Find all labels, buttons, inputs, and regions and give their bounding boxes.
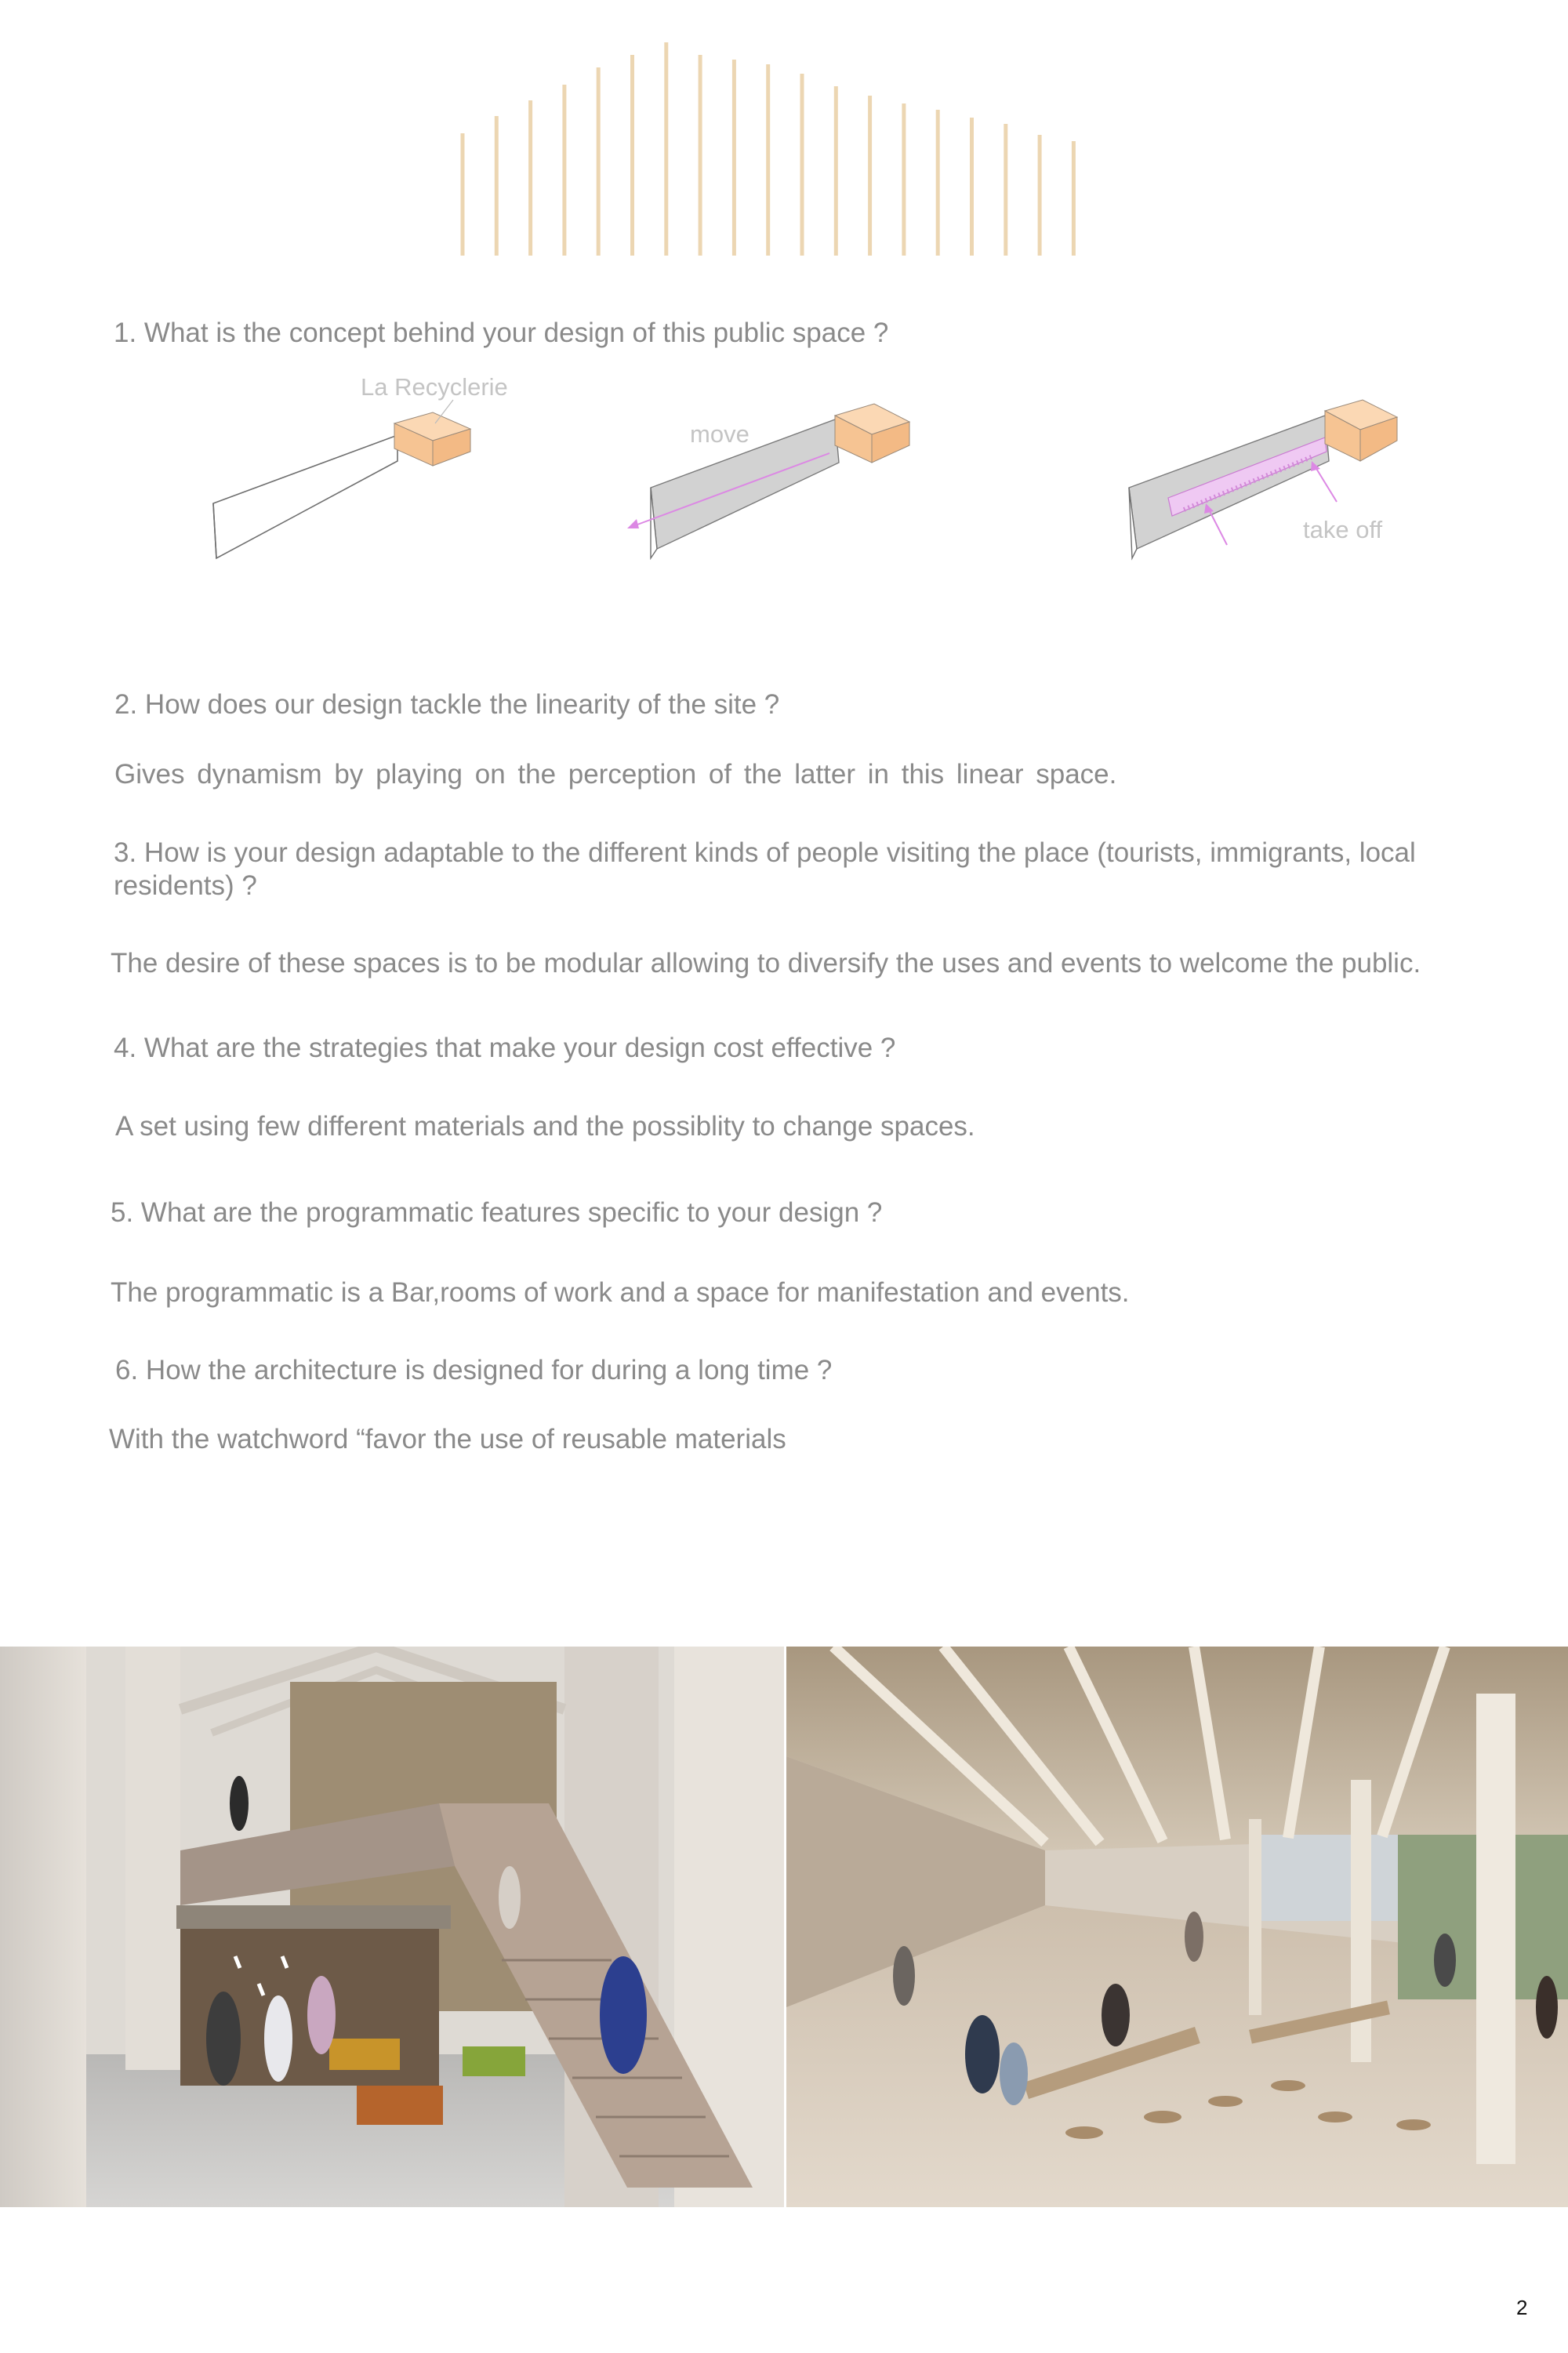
move-arrow-head (627, 519, 639, 528)
shopper (307, 1976, 336, 2054)
move-label: move (690, 420, 750, 448)
la-recyclerie-label: La Recyclerie (361, 373, 508, 401)
answer-3: The desire of these spaces is to be modular allowing to diversify the uses and events to welcome the public. (111, 948, 1421, 979)
question-1: 1. What is the concept behind your design of this public space ? (114, 318, 889, 348)
mezzanine-slab (176, 1905, 451, 1929)
answer-6: With the watchword “favor the use of reusable materials (109, 1424, 786, 1454)
visitor (1185, 1912, 1203, 1962)
page-number: 2 (1516, 2296, 1528, 2319)
question-6: 6. How the architecture is designed for during a long time ? (115, 1355, 833, 1385)
column (1476, 1694, 1515, 2164)
take-off-arrow-1 (1209, 510, 1227, 545)
produce-stall (329, 2039, 400, 2070)
produce-stall (463, 2046, 525, 2076)
market-stair-rendering (0, 1647, 784, 2207)
question-5: 5. What are the programmatic features specific to your design ? (111, 1197, 883, 1228)
produce-stall (357, 2086, 443, 2125)
person-on-stairs (499, 1866, 521, 1929)
visitor (965, 2015, 1000, 2093)
concept-sketch-1 (204, 392, 486, 572)
city-view (1257, 1835, 1398, 1921)
shopper (264, 1995, 292, 2082)
answer-4: A set using few different materials and the possiblity to change spaces. (115, 1111, 975, 1142)
visitor (1000, 2043, 1028, 2105)
decorative-bars (0, 0, 1568, 282)
visitor (1536, 1976, 1558, 2039)
sketch-1-body-outline (213, 435, 397, 558)
question-3: 3. How is your design adaptable to the different kinds of people visiting the place (tourists, immigrants, local residents) ? (114, 837, 1416, 901)
question-2: 2. How does our design tackle the linearity of the site ? (114, 689, 780, 720)
visitor (893, 1946, 915, 2006)
shopper (206, 1992, 241, 2086)
visitor (1102, 1984, 1130, 2046)
man-on-stairs (600, 1956, 647, 2074)
answer-2: Gives dynamism by playing on the perception of the latter in this linear space. (114, 759, 1117, 790)
answer-5: The programmatic is a Bar,rooms of work and a space for manifestation and events. (111, 1277, 1130, 1308)
take-off-label: take off (1303, 516, 1383, 543)
take-off-arrow-2 (1316, 467, 1337, 502)
timber-hall-rendering (786, 1647, 1568, 2207)
person-upstairs (230, 1776, 249, 1831)
column (1249, 1819, 1261, 2015)
column (0, 1647, 86, 2207)
visitor (1434, 1934, 1456, 1987)
column (125, 1647, 180, 2070)
question-4: 4. What are the strategies that make your design cost effective ? (114, 1033, 896, 1063)
concept-sketch-2 (619, 392, 917, 572)
concept-sketch-3 (1113, 392, 1411, 572)
